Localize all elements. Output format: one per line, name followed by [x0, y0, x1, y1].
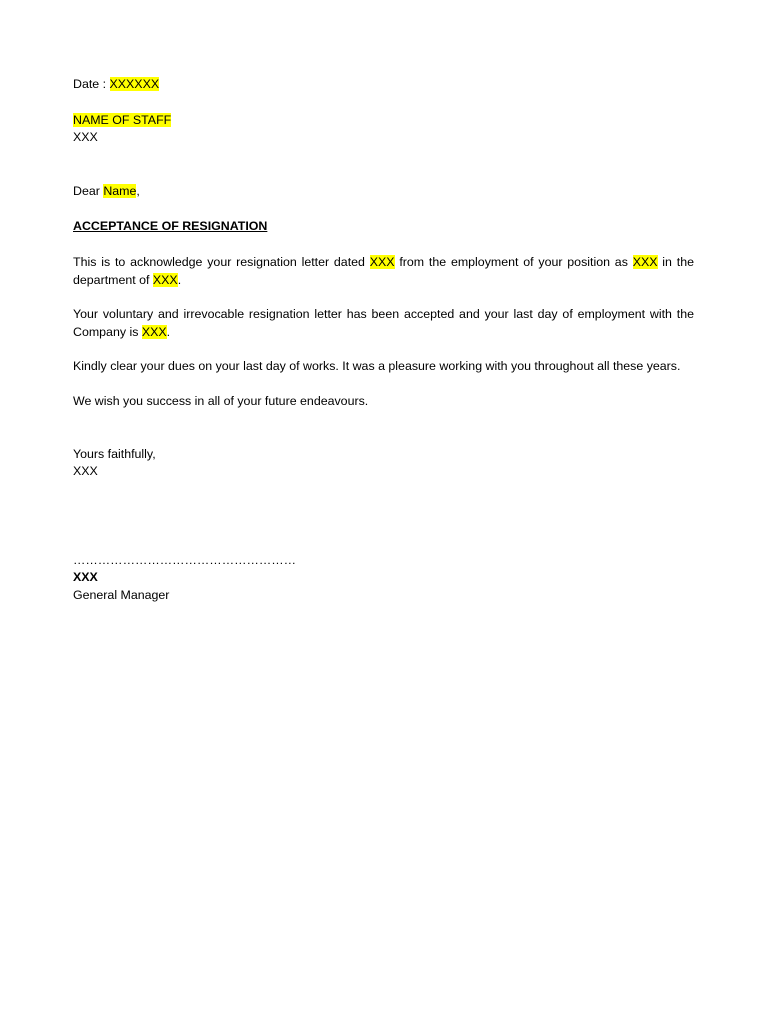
letter-title: ACCEPTANCE OF RESIGNATION: [73, 219, 268, 234]
para2-text-a: Your voluntary and irrevocable resignation letter has been accepted and your last day of employment with the Company is: [73, 307, 694, 339]
paragraph-dues: Kindly clear your dues on your last day of works. It was a pleasure working with you throughout all these years.: [73, 359, 681, 374]
para1-text-a: This is to acknowledge your resignation letter dated: [73, 254, 370, 269]
salutation-suffix: ,: [136, 183, 140, 198]
recipient-block: [73, 112, 694, 147]
para1-text-c: in the department of: [73, 254, 694, 287]
date-line: [73, 76, 694, 94]
recipient-name: NAME OF STAFF: [73, 112, 172, 127]
paragraph-wish: We wish you success in all of your future endeavours.: [73, 393, 369, 408]
resignation-date-placeholder: XXX: [369, 254, 395, 269]
para1-text-b: from the employment of your position as: [394, 254, 633, 269]
signatory-title: General Manager: [73, 587, 170, 602]
closing-name: XXX: [73, 464, 98, 479]
para2-text-b: .: [166, 324, 171, 339]
department-placeholder: XXX: [152, 272, 178, 287]
salutation-prefix: Dear: [73, 183, 104, 198]
paragraph-accepted: [73, 306, 694, 341]
position-placeholder: XXX: [632, 254, 658, 269]
date-placeholder: XXXXXX: [109, 77, 160, 91]
recipient-line2: XXX: [73, 130, 98, 145]
letter-title-wrap: [73, 218, 694, 236]
paragraph-acknowledge: [73, 254, 694, 289]
signoff-block: [73, 446, 694, 481]
last-day-placeholder: XXX: [141, 324, 167, 339]
closing: Yours faithfully,: [73, 446, 156, 461]
para1-text-d: .: [177, 272, 182, 287]
letter-document: [73, 76, 694, 605]
signature-block: [73, 552, 694, 605]
date-label: Date :: [73, 77, 110, 91]
salutation: [73, 183, 694, 201]
signature-line: ………………………………………………: [73, 552, 297, 567]
signatory-name: XXX: [73, 570, 98, 585]
salutation-name: Name: [103, 183, 137, 198]
